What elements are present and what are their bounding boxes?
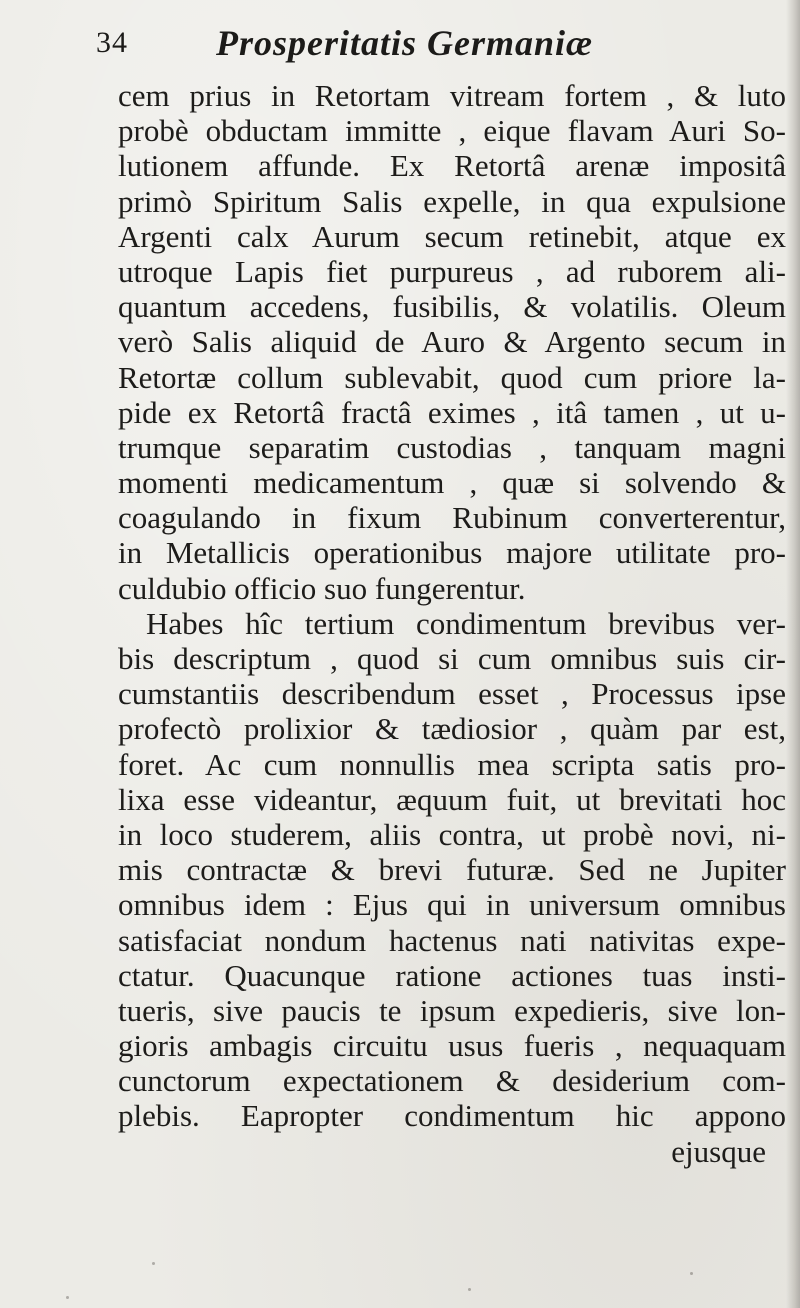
text-line-9: Retortæ collum sublevabit, quod cum priore la- [118,359,786,395]
text-line-18: cumstantiis describendum esset , Processus ipse [118,676,786,712]
text-line-15: culdubio officio suo fungerentur. [118,570,526,606]
paper-speck [152,1262,155,1265]
text-line-22: in loco studerem, aliis contra, ut probè novi, ni- [118,816,786,852]
text-line-26: ctatur. Quacunque ratione actiones tuas insti- [118,957,786,993]
text-line-17: bis descriptum , quod si cum omnibus suis cir- [118,641,786,676]
text-line-25: satisfaciat nondum hactenus nati nativitas expe- [118,922,786,958]
text-line-10: pide ex Retortâ fractâ eximes , itâ tamen , ut u- [118,394,786,430]
text-line-19: profectò prolixior & tædiosior , quàm par est, [118,711,786,747]
page-number: 34 [96,26,128,59]
text-line-3: lutionem affunde. Ex Retortâ arenæ impositâ [118,148,786,184]
text-line-8: verò Salis aliquid de Auro & Argento secum in [118,324,786,360]
text-line-21: lixa esse videantur, æquum fuit, ut brevitati hoc [118,781,786,817]
body-text [118,78,786,1169]
text-line-20: foret. Ac cum nonnullis mea scripta satis pro- [118,746,786,782]
text-line-24: omnibus idem : Ejus qui in universum omnibus [118,887,786,923]
text-line-6: utroque Lapis fiet purpureus , ad ruborem ali- [118,253,786,289]
text-line-23: mis contractæ & brevi futuræ. Sed ne Jupiter [118,852,786,888]
text-line-4: primò Spiritum Salis expelle, in qua expulsione [118,183,786,219]
text-line-11: trumque separatim custodias , tanquam magni [118,429,786,465]
page-edge-shadow [786,0,800,1308]
catchword: ejusque [671,1133,766,1169]
paper-speck [66,1296,69,1299]
page-header [96,18,716,70]
text-line-1: cem prius in Retortam vitream fortem , & luto [118,78,786,113]
paper-speck [690,1272,693,1275]
text-line-5: Argenti calx Aurum secum retinebit, atque ex [118,218,786,254]
text-line-28: gioris ambagis circuitu usus fueris , nequaquam [118,1028,786,1064]
text-line-14: in Metallicis operationibus majore utilitate pro- [118,535,786,571]
running-head: Prosperitatis Germaniæ [216,23,594,63]
text-line-29: cunctorum expectationem & desiderium com- [118,1063,786,1099]
text-line-27: tueris, sive paucis te ipsum expedieris, sive lon- [118,992,786,1028]
text-line-2: probè obductam immitte , eique flavam Auri So- [118,113,786,149]
paper-speck [468,1288,471,1291]
text-line-7: quantum accedens, fusibilis, & volatilis. Oleum [118,289,786,325]
text-line-13: coagulando in fixum Rubinum converterentur, [118,500,786,536]
text-line-30: plebis. Eapropter condimentum hic appono [118,1098,786,1134]
text-line-12: momenti medicamentum , quæ si solvendo & [118,465,786,501]
text-line-16: Habes hîc tertium condimentum brevibus ver- [146,605,786,641]
